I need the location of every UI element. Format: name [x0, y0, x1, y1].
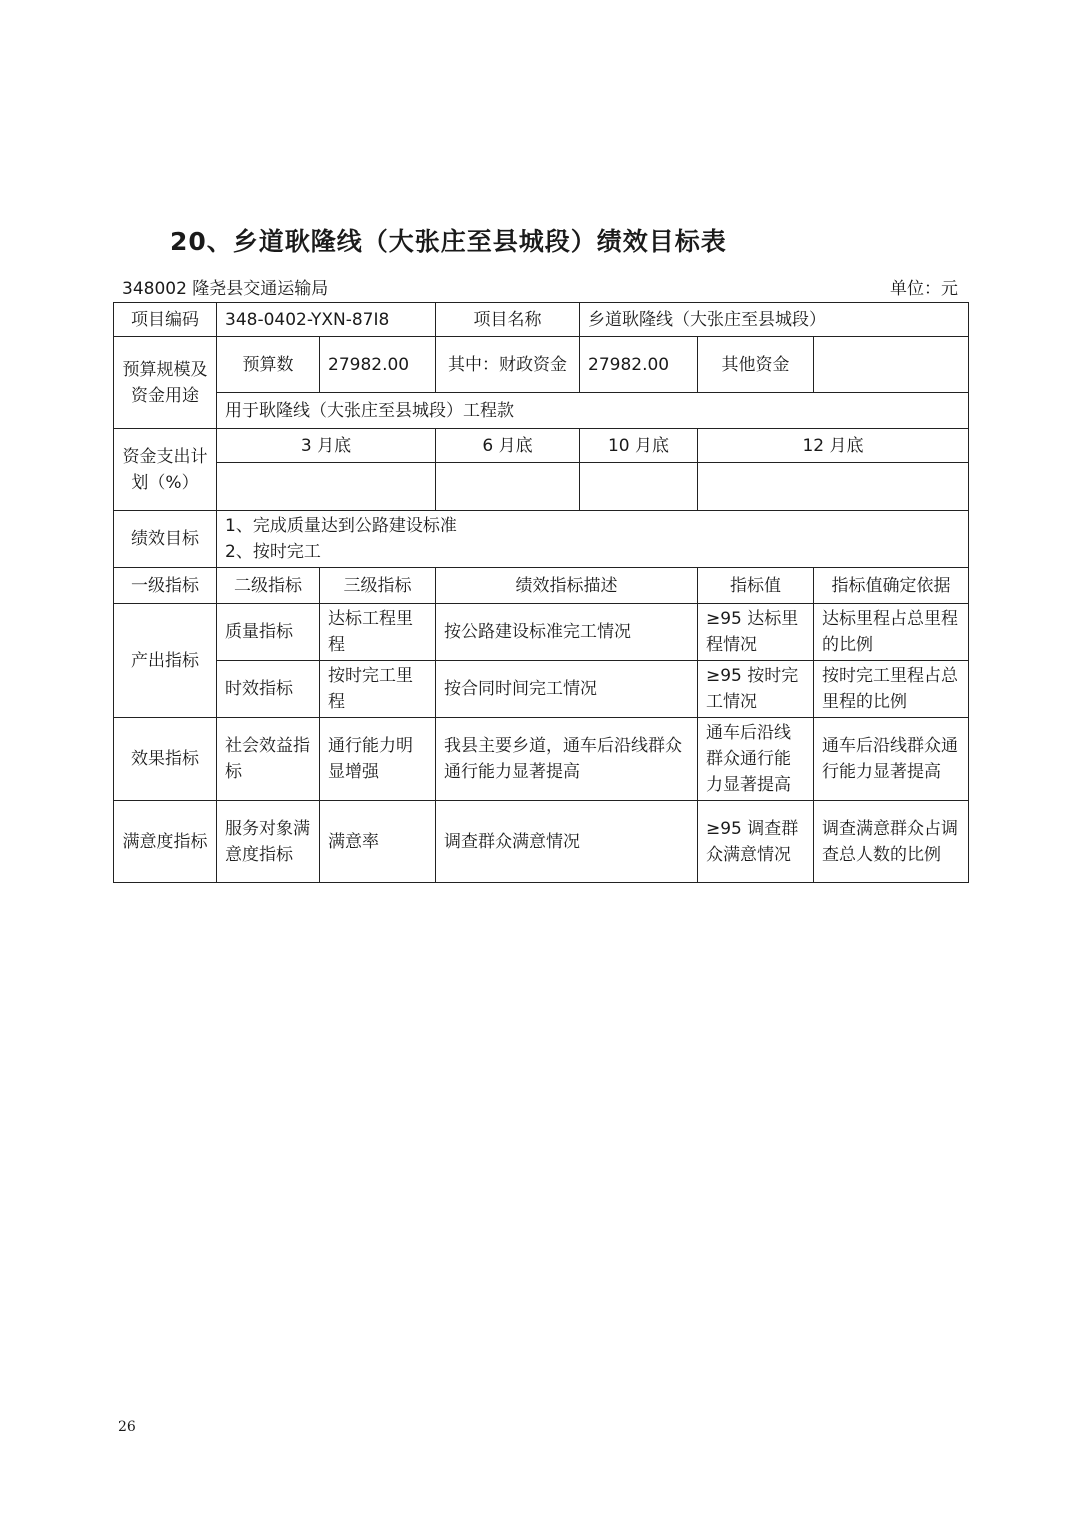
- project-code-label: 项目编码: [114, 303, 217, 337]
- goal-item: 2、按时完工: [225, 542, 321, 562]
- table-row: [114, 511, 969, 568]
- budget-label: 预算规模及资金用途: [114, 337, 217, 429]
- page-title: 20、乡道耿隆线（大张庄至县城段）绩效目标表: [170, 227, 727, 256]
- table-row: [114, 604, 969, 661]
- budget-amount: 27982.00: [320, 337, 436, 393]
- header-level3: 三级指标: [320, 568, 436, 604]
- table-row: [114, 801, 969, 883]
- basis-cell: 调查满意群众占调查总人数的比例: [814, 801, 969, 883]
- desc-cell: 按合同时间完工情况: [436, 661, 698, 718]
- desc-cell: 按公路建设标准完工情况: [436, 604, 698, 661]
- level2-cell: 服务对象满意度指标: [217, 801, 320, 883]
- value-cell: 通车后沿线群众通行能力显著提高: [698, 718, 814, 801]
- plan-value-3: [217, 463, 436, 511]
- table-row: [114, 718, 969, 801]
- level2-cell: 质量指标: [217, 604, 320, 661]
- other-funds-label: 其他资金: [698, 337, 814, 393]
- level3-cell: 通行能力明显增强: [320, 718, 436, 801]
- desc-cell: 我县主要乡道，通车后沿线群众通行能力显著提高: [436, 718, 698, 801]
- performance-table: [113, 302, 969, 883]
- plan-value-12: [698, 463, 969, 511]
- basis-cell: 通车后沿线群众通行能力显著提高: [814, 718, 969, 801]
- fiscal-amount: 27982.00: [580, 337, 698, 393]
- table-row: [114, 303, 969, 337]
- plan-month-3: 3 月底: [217, 429, 436, 463]
- other-funds: [814, 337, 969, 393]
- budget-amount-label: 预算数: [217, 337, 320, 393]
- project-code: 348-0402-YXN-87I8: [217, 303, 436, 337]
- header-level2: 二级指标: [217, 568, 320, 604]
- level1-cell: 产出指标: [114, 604, 217, 718]
- plan-value-10: [580, 463, 698, 511]
- desc-cell: 调查群众满意情况: [436, 801, 698, 883]
- level2-cell: 时效指标: [217, 661, 320, 718]
- table-row: [114, 463, 969, 511]
- table-header-row: [114, 568, 969, 604]
- level2-cell: 社会效益指标: [217, 718, 320, 801]
- header-value: 指标值: [698, 568, 814, 604]
- page-number: 26: [118, 1419, 136, 1435]
- plan-label: 资金支出计划（%）: [114, 429, 217, 511]
- plan-value-6: [436, 463, 580, 511]
- table-row: [114, 661, 969, 718]
- fiscal-label: 其中：财政资金: [436, 337, 580, 393]
- level1-cell: 满意度指标: [114, 801, 217, 883]
- goal-item: 1、完成质量达到公路建设标准: [225, 516, 457, 536]
- value-cell: ≥95 按时完工情况: [698, 661, 814, 718]
- plan-month-10: 10 月底: [580, 429, 698, 463]
- level3-cell: 按时完工里程: [320, 661, 436, 718]
- level1-cell: 效果指标: [114, 718, 217, 801]
- table-row: [114, 429, 969, 463]
- fund-usage: 用于耿隆线（大张庄至县城段）工程款: [217, 393, 969, 429]
- level3-cell: 达标工程里程: [320, 604, 436, 661]
- goal-label: 绩效目标: [114, 511, 217, 568]
- plan-month-6: 6 月底: [436, 429, 580, 463]
- header-desc: 绩效指标描述: [436, 568, 698, 604]
- basis-cell: 达标里程占总里程的比例: [814, 604, 969, 661]
- level3-cell: 满意率: [320, 801, 436, 883]
- header-level1: 一级指标: [114, 568, 217, 604]
- org-label: 348002 隆尧县交通运输局: [122, 279, 329, 299]
- unit-label: 单位：元: [890, 279, 958, 299]
- plan-month-12: 12 月底: [698, 429, 969, 463]
- basis-cell: 按时完工里程占总里程的比例: [814, 661, 969, 718]
- value-cell: ≥95 达标里程情况: [698, 604, 814, 661]
- project-name-label: 项目名称: [436, 303, 580, 337]
- table-row: [114, 393, 969, 429]
- goal-list: [217, 511, 969, 568]
- header-basis: 指标值确定依据: [814, 568, 969, 604]
- table-row: [114, 337, 969, 393]
- project-name: 乡道耿隆线（大张庄至县城段）: [580, 303, 969, 337]
- value-cell: ≥95 调查群众满意情况: [698, 801, 814, 883]
